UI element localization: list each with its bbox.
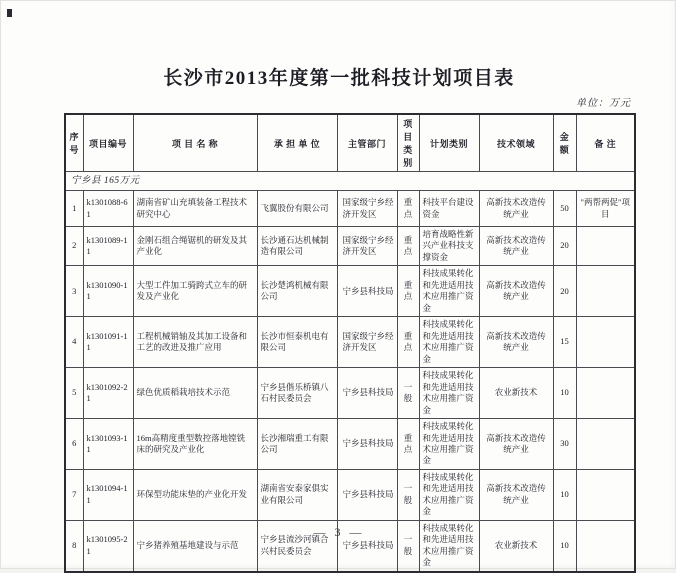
cell-plan: 科技成果转化和先进适用技术应用推广资金 — [419, 419, 479, 470]
header-plan: 计划类别 — [419, 114, 479, 172]
cell-seq: 5 — [65, 368, 83, 419]
cell-code: k1301089-11 — [83, 227, 133, 266]
cell-remark — [576, 317, 635, 368]
header-unit: 承 担 单 位 — [257, 114, 337, 172]
header-amount: 金额 — [553, 114, 576, 172]
cell-amount: 50 — [553, 191, 576, 227]
cell-dept: 国家级宁乡经济开发区 — [337, 227, 397, 266]
header-seq: 序号 — [65, 114, 83, 172]
table-row — [65, 469, 635, 520]
cell-dept: 宁乡县科技局 — [337, 368, 397, 419]
cell-amount: 30 — [553, 419, 576, 470]
table-row — [65, 266, 635, 317]
cell-remark — [576, 469, 635, 520]
cell-unit: 宁乡县偕乐桥镇八石村民委员会 — [257, 368, 337, 419]
table-row — [65, 191, 635, 227]
cell-seq: 7 — [65, 469, 83, 520]
cell-plan: 科技成果转化和先进适用技术应用推广资金 — [419, 368, 479, 419]
cell-name: 环保型功能床垫的产业化开发 — [133, 469, 257, 520]
cell-remark — [576, 368, 635, 419]
cell-remark — [576, 419, 635, 470]
cell-amount: 10 — [553, 469, 576, 520]
cell-category: 一般 — [397, 520, 419, 571]
table-row — [65, 368, 635, 419]
cell-amount: 15 — [553, 317, 576, 368]
cell-remark — [576, 266, 635, 317]
cell-unit: 长沙湘瑞重工有限公司 — [257, 419, 337, 470]
cell-dept: 宁乡县科技局 — [337, 520, 397, 571]
cell-unit: 长沙楚鸿机械有限公司 — [257, 266, 337, 317]
cell-plan: 科技平台建设资金 — [419, 191, 479, 227]
table-row — [65, 227, 635, 266]
cell-category: 重点 — [397, 191, 419, 227]
cell-name: 湖南省矿山充填装备工程技术研究中心 — [133, 191, 257, 227]
cell-plan: 科技成果转化和先进适用技术应用推广资金 — [419, 520, 479, 571]
cell-code: k1301091-11 — [83, 317, 133, 368]
cell-seq: 8 — [65, 520, 83, 571]
cell-unit: 长沙通石达机械制造有限公司 — [257, 227, 337, 266]
cell-name: 绿色优质稻栽培技术示范 — [133, 368, 257, 419]
cell-field: 高新技术改造传统产业 — [479, 317, 553, 368]
cell-unit: 湖南省安泰家俱实业有限公司 — [257, 469, 337, 520]
group-header-row — [65, 172, 635, 191]
header-name: 项 目 名 称 — [133, 114, 257, 172]
cell-field: 高新技术改造传统产业 — [479, 227, 553, 266]
cell-category: 重点 — [397, 227, 419, 266]
cell-name: 工程机械销轴及其加工设备和工艺的改进及推广应用 — [133, 317, 257, 368]
cell-field: 农业新技术 — [479, 520, 553, 571]
cell-category: 重点 — [397, 317, 419, 368]
cell-plan: 科技成果转化和先进适用技术应用推广资金 — [419, 469, 479, 520]
cell-seq: 3 — [65, 266, 83, 317]
cell-category: 重点 — [397, 419, 419, 470]
cell-dept: 宁乡县科技局 — [337, 419, 397, 470]
page-title: 长沙市2013年度第一批科技计划项目表 — [163, 68, 515, 89]
header-remark: 备 注 — [576, 114, 635, 172]
cell-field: 高新技术改造传统产业 — [479, 419, 553, 470]
cell-amount: 10 — [553, 368, 576, 419]
cell-unit: 宁乡县流沙河镇合兴村民委员会 — [257, 520, 337, 571]
cell-name: 金刚石组合绳锯机的研发及其产业化 — [133, 227, 257, 266]
table-header-row — [65, 114, 635, 172]
cell-code: k1301092-21 — [83, 368, 133, 419]
cell-seq: 1 — [65, 191, 83, 227]
cell-plan: 科技成果转化和先进适用技术应用推广资金 — [419, 266, 479, 317]
cell-name: 大型工件加工骑跨式立车的研发及产业化 — [133, 266, 257, 317]
table-row — [65, 419, 635, 470]
page-number: — 3 — — [313, 525, 365, 539]
cell-code: k1301090-11 — [83, 266, 133, 317]
cell-remark — [576, 227, 635, 266]
cell-category: 一般 — [397, 368, 419, 419]
cell-category: 一般 — [397, 469, 419, 520]
cell-code: k1301093-11 — [83, 419, 133, 470]
cell-plan: 培育战略性新兴产业科技支撑资金 — [419, 227, 479, 266]
cell-amount: 20 — [553, 227, 576, 266]
header-category: 项目类别 — [397, 114, 419, 172]
cell-field: 农业新技术 — [479, 368, 553, 419]
cell-code: k1301095-21 — [83, 520, 133, 571]
cell-name: 宁乡猪养殖基地建设与示范 — [133, 520, 257, 571]
cell-dept: 国家级宁乡经济开发区 — [337, 317, 397, 368]
cell-unit: 飞翼股份有限公司 — [257, 191, 337, 227]
cell-seq: 2 — [65, 227, 83, 266]
cell-dept: 宁乡县科技局 — [337, 469, 397, 520]
cell-field: 高新技术改造传统产业 — [479, 191, 553, 227]
scan-artifact-mark — [7, 9, 12, 17]
cell-dept: 宁乡县科技局 — [337, 266, 397, 317]
cell-field: 高新技术改造传统产业 — [479, 266, 553, 317]
cell-seq: 4 — [65, 317, 83, 368]
header-code: 项目编号 — [83, 114, 133, 172]
cell-name: 16m高精度重型数控落地镗铣床的研究及产业化 — [133, 419, 257, 470]
cell-unit: 长沙市恒泰机电有限公司 — [257, 317, 337, 368]
cell-plan: 科技成果转化和先进适用技术应用推广资金 — [419, 317, 479, 368]
header-dept: 主管部门 — [337, 114, 397, 172]
header-field: 技术领域 — [479, 114, 553, 172]
table-row — [65, 317, 635, 368]
cell-remark: "两帮两促"项目 — [576, 191, 635, 227]
cell-field: 高新技术改造传统产业 — [479, 469, 553, 520]
project-table — [64, 113, 636, 573]
cell-amount: 20 — [553, 266, 576, 317]
cell-code: k1301088-61 — [83, 191, 133, 227]
cell-code: k1301094-11 — [83, 469, 133, 520]
cell-category: 重点 — [397, 266, 419, 317]
cell-amount: 10 — [553, 520, 576, 571]
cell-dept: 国家级宁乡经济开发区 — [337, 191, 397, 227]
cell-seq: 6 — [65, 419, 83, 470]
group-header-label: 宁乡县 165万元 — [65, 172, 635, 191]
unit-note: 单位：万元 — [576, 98, 631, 109]
